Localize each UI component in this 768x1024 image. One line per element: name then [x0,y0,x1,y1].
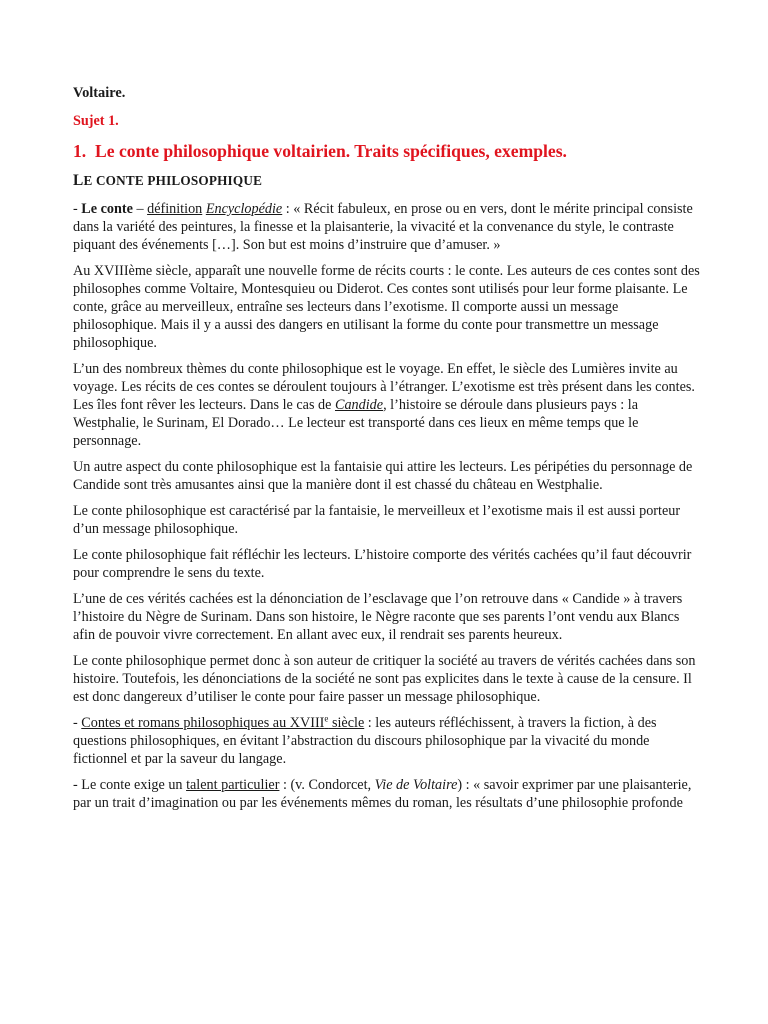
source-vie-de-voltaire: Vie de Voltaire [374,777,458,793]
p3-text-after: , l’histoire se déroule dans plusieurs pays : la Westphalie, le Surinam, El Dorado… Le lecteur est transporté dans ces lieux en même temps que le personnage. [73,397,639,449]
p3-text-before: L’un des nombreux thèmes du conte philosophique est le voyage. En effet, le siècle des Lumières invite au voyage. Les récits de ces contes se déroulent toujours à l’étranger. L’exotisme est très présent dans les contes. Les îles font rêver les lecteurs. Dans le cas de [73,361,695,413]
contes-romans-text: Contes et romans philosophiques au XVIII [81,715,325,731]
paragraph-10 [73,776,701,812]
contes-romans-end: siècle [328,715,365,731]
dash: - [73,715,82,731]
definition-quote: « Récit fabuleux, en prose ou en vers, dont le mérite principal consiste dans la variété des peintures, la finesse et la plaisanterie, la vivacité et la convenance du style, le contraste piquant des événements […]. Son but est moins d’instruire que d’amuser. » [73,201,693,253]
paragraph-7: L’une de ces vérités cachées est la dénonciation de l’esclavage que l’on retrouve dans « Candide » à travers l’histoire du Nègre de Surinam. Dans son histoire, le Nègre raconte que ses parents l’ont vendu aux Blancs afin de pouvoir vivre correctement. En allant avec eux, il rendrait ses parents heureux. [73,591,683,643]
document-author: Voltaire. [73,85,126,101]
p10-text-before: - Le conte exige un [73,777,187,793]
document-heading [73,140,701,162]
source-encyclopedie: Encyclopédie [205,201,283,217]
paragraph-8: Le conte philosophique permet donc à son auteur de critiquer la société au travers de vérités cachées dans son histoire. Toutefois, les dénonciations de la société ne sont pas explicites dans le texte à cause de la censure. Il est donc dangereux d’utiliser le conte pour faire passer un message philosophique. [73,653,696,705]
p10-text-after: ) : « savoir exprimer par une plaisanterie, par un trait d’imagination ou par les événements mêmes du roman, les résultats d’une philosophie profonde [73,777,692,811]
document-page [73,84,701,820]
section-title [73,172,701,190]
p9-text-rest: : les auteurs réfléchissent, à travers la fiction, à des questions philosophiques, en évitant l’abstraction du discours philosophique par la vivacité du monde fictionnel et par la saveur du langage. [73,715,657,767]
subject-label: Sujet 1. [73,113,119,129]
section-title-cap: L [73,172,84,189]
paragraph-4: Un autre aspect du conte philosophique est la fantaisie qui attire les lecteurs. Les péripéties du personnage de Candide sont très amusantes ainsi que la manière dont il est chassé du château en Westphalie. [73,459,693,493]
superscript-e: e [324,713,329,724]
definition-label: définition [147,201,203,217]
paragraph-definition [73,200,701,254]
heading-text: Le conte philosophique voltairien. Traits spécifiques, exemples. [95,141,567,161]
talent-particulier: talent particulier [186,777,280,793]
paragraph-9 [73,714,701,768]
section-title-rest: E CONTE PHILOSOPHIQUE [83,173,263,188]
paragraph-5: Le conte philosophique est caractérisé par la fantaisie, le merveilleux et l’exotisme mais il est aussi porteur d’un message philosophique. [73,503,681,537]
paragraph-6: Le conte philosophique fait réfléchir les lecteurs. L’histoire comporte des vérités cachées qu’il faut découvrir pour comprendre le sens du texte. [73,547,692,581]
heading-number: 1. [73,141,87,161]
title-candide: Candide [334,397,384,413]
colon: : [282,201,294,217]
contes-romans-heading [81,715,364,731]
separator: – [132,201,148,217]
term-le-conte: Le conte [81,201,133,217]
dash: - [73,201,82,217]
p10-text-mid: : (v. Condorcet, [279,777,375,793]
paragraph-3 [73,360,701,450]
paragraph-2: Au XVIIIème siècle, apparaît une nouvelle forme de récits courts : le conte. Les auteurs de ces contes sont des philosophes comme Voltaire, Montesquieu ou Diderot. Ces contes sont utilisés pour leur forme plaisante. Le conte, grâce au merveilleux, entraîne ses lecteurs dans l’exotisme. Il comporte aussi un message philosophique. Mais il y a aussi des dangers en utilisant la forme du conte pour transmettre un message philosophique. [73,263,700,351]
